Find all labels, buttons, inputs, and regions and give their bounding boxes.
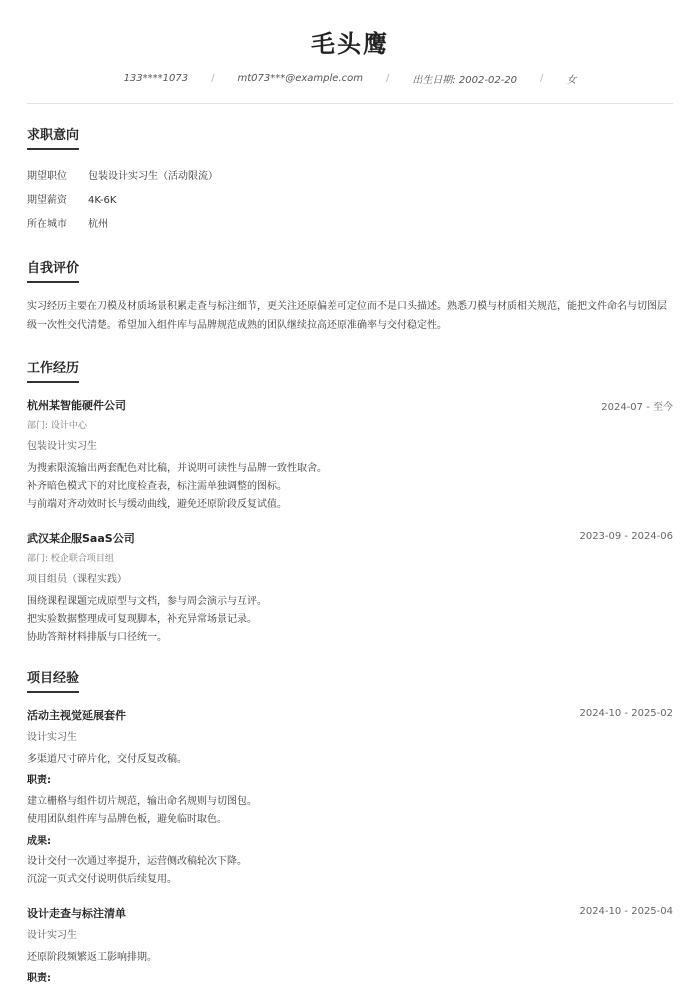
project-date: 2024-10 - 2025-04	[579, 906, 673, 917]
project-name: 设计走查与标注清单	[27, 907, 126, 920]
project-role: 设计实习生	[27, 732, 77, 743]
work-department: 部门: 设计中心	[27, 421, 87, 431]
intent-key: 所在城市	[27, 219, 67, 230]
project-result: 沉淀一页式交付说明供后续复用。	[27, 874, 177, 885]
contact-bar	[27, 70, 673, 86]
project-duty-label: 职责:	[27, 775, 51, 786]
project-description: 多渠道尺寸碎片化，交付反复改稿。	[27, 754, 187, 765]
section-underline	[27, 281, 79, 283]
intent-row-city	[27, 215, 108, 231]
birthdate-text: 出生日期: 2002-02-20	[412, 74, 518, 86]
intent-value: 4K-6K	[88, 195, 117, 206]
section-underline	[27, 691, 79, 693]
section-title-projects: 项目经验	[27, 671, 80, 686]
intent-value: 杭州	[88, 219, 108, 230]
summary-text: 实习经历主要在刀模及材质场景积累走查与标注细节，更关注还原偏差可定位而不是口头描述。熟悉刀模与材质相关规范，能把文件命名与切图层级一次性交代清楚。希望加入组件库与品牌规范成熟的团队继续拉高还原准确率与交付稳定性。	[27, 301, 667, 331]
project-role: 设计实习生	[27, 930, 77, 941]
work-bullet: 补齐暗色模式下的对比度检查表，标注需单独调整的图标。	[27, 481, 287, 492]
intent-row-salary	[27, 191, 116, 207]
work-company: 武汉某企服SaaS公司	[27, 532, 135, 545]
separator: /	[540, 72, 544, 84]
intent-key: 期望职位	[27, 171, 67, 182]
work-role: 包装设计实习生	[27, 441, 97, 452]
work-company: 杭州某智能硬件公司	[27, 399, 126, 412]
project-duty: 建立栅格与组件切片规范，输出命名规则与切图包。	[27, 796, 257, 807]
section-title-intent: 求职意向	[27, 128, 80, 143]
project-duty-label: 职责:	[27, 973, 51, 984]
section-title-work: 工作经历	[27, 361, 80, 376]
work-date: 2023-09 - 2024-06	[579, 531, 673, 542]
project-date: 2024-10 - 2025-02	[579, 708, 673, 719]
intent-row-position	[27, 167, 218, 183]
work-department: 部门: 校企联合项目组	[27, 554, 114, 564]
work-bullet: 围绕课程课题完成原型与文档，参与周会演示与互评。	[27, 596, 267, 607]
project-result-label: 成果:	[27, 836, 51, 847]
work-bullet: 与前端对齐动效时长与缓动曲线，避免还原阶段反复试值。	[27, 499, 287, 510]
work-role: 项目组员（课程实践）	[27, 574, 127, 585]
project-result: 设计交付一次通过率提升，运营侧改稿轮次下降。	[27, 856, 247, 867]
work-bullet: 把实验数据整理成可复现脚本，补充异常场景记录。	[27, 614, 257, 625]
header-divider	[27, 103, 673, 104]
project-duty: 使用团队组件库与品牌色板，避免临时取色。	[27, 814, 227, 825]
phone-text: 133****1073	[123, 72, 189, 84]
separator: /	[386, 72, 390, 84]
intent-key: 期望薪资	[27, 195, 67, 206]
section-underline	[27, 148, 79, 150]
project-name: 活动主视觉延展套件	[27, 709, 126, 722]
section-title-summary: 自我评价	[27, 261, 80, 276]
work-bullet: 协助答辩材料排版与口径统一。	[27, 632, 167, 643]
intent-value: 包装设计实习生（活动限流）	[88, 171, 218, 182]
gender-text: 女	[566, 74, 577, 86]
work-date: 2024-07 - 至今	[601, 402, 673, 413]
email-text: mt073***@example.com	[237, 72, 363, 84]
separator: /	[211, 72, 215, 84]
work-bullet: 为搜索限流输出两套配色对比稿，并说明可读性与品牌一致性取舍。	[27, 463, 327, 474]
candidate-name: 毛头鹰	[311, 30, 389, 58]
section-underline	[27, 381, 79, 383]
project-description: 还原阶段频繁返工影响排期。	[27, 952, 157, 963]
